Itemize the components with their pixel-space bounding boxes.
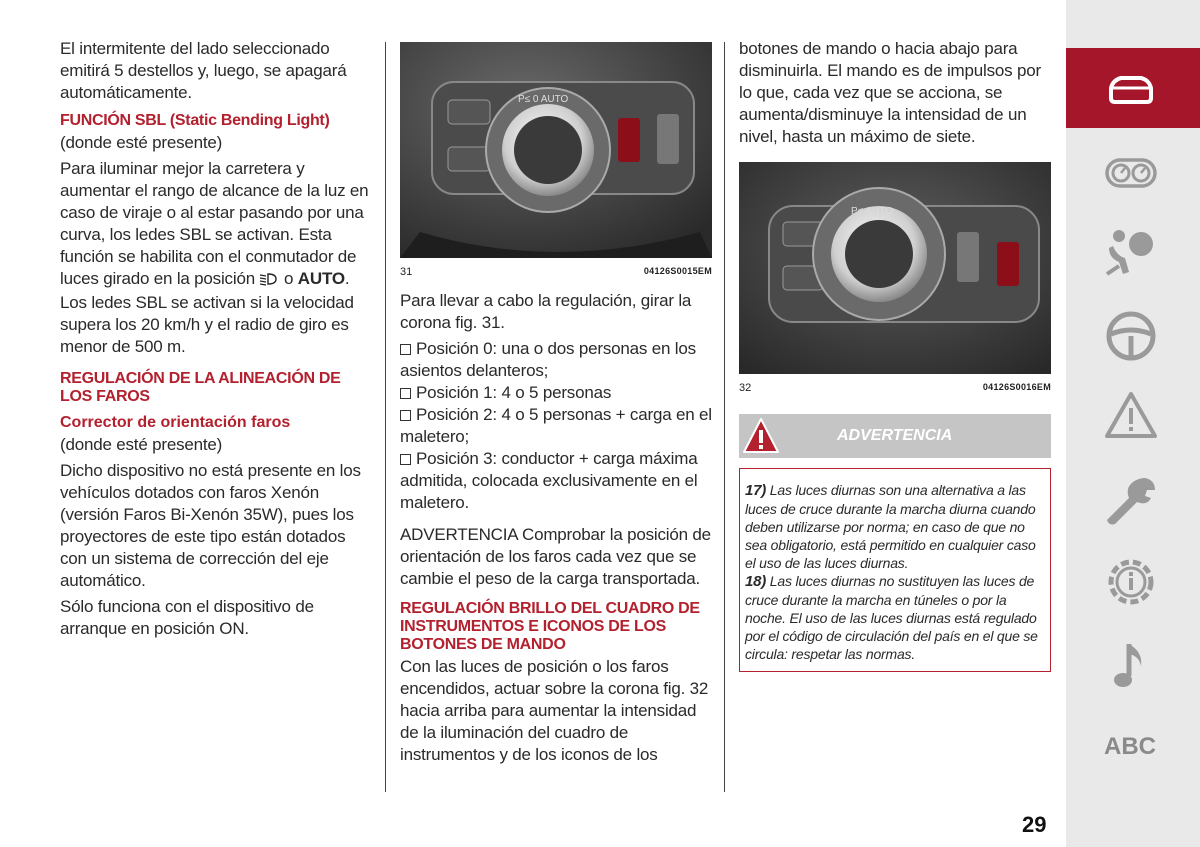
advertencia-paragraph: ADVERTENCIA Comprobar la posición de orientación de los faros cada vez que se cambie el peso de la carga transportada.	[400, 525, 711, 588]
figure-32-code: 04126S0016EM	[982, 382, 1051, 392]
column-divider-2	[724, 42, 725, 792]
position-0: Posición 0: una o dos personas en los asientos delanteros;	[400, 339, 696, 380]
figure-32-number: 32	[739, 382, 752, 394]
sbl-paragraph	[60, 158, 370, 358]
brightness-heading: REGULACIÓN BRILLO DEL CUADRO DE INSTRUMENTOS E ICONOS DE LOS BOTONES DE MANDO	[400, 600, 700, 653]
warning-header	[739, 414, 1051, 458]
sbl-text-b: . Los ledes SBL se activan si la velocidad supera los 20 km/h y el radio de giro es menor de 500 m.	[60, 269, 354, 356]
warning-box	[739, 468, 1051, 672]
svg-text:P≤ AUTO: P≤ AUTO	[851, 206, 893, 217]
sbl-availability: (donde esté presente)	[60, 133, 223, 152]
music-icon[interactable]	[1101, 636, 1161, 696]
checkbox-square-icon	[400, 388, 411, 399]
note-17: 17) Las luces diurnas son una alternativa a las luces de cruce durante la marcha diurna cuando deben utilizarse por norma; en caso de que no sea obligatorio, está permitido en cualquier caso el uso de las luces diurnas.	[745, 482, 1036, 571]
brightness-paragraph: Con las luces de posición o los faros encendidos, actuar sobre la corona fig. 32 hacia arriba para aumentar la intensidad de la iluminación del cuadro de instrumentos y de los iconos de los	[400, 657, 709, 764]
corrector-subheading: Corrector de orientación faros	[60, 414, 291, 431]
low-beam-icon	[259, 270, 279, 292]
car-icon[interactable]	[1101, 58, 1161, 118]
figure-32-photo	[739, 162, 1051, 374]
figure-32-caption	[739, 382, 1051, 394]
checkbox-square-icon	[400, 344, 411, 355]
column-3	[739, 38, 1051, 672]
position-2: Posición 2: 4 o 5 personas + carga en el maletero;	[400, 405, 712, 446]
figure-31-code: 04126S0015EM	[643, 266, 712, 276]
column-divider-1	[385, 42, 386, 792]
auto-label: AUTO	[297, 269, 345, 288]
svg-text:P≤ 0 AUTO: P≤ 0 AUTO	[518, 94, 569, 105]
figure-31-photo	[400, 42, 712, 258]
corrector-availability: (donde esté presente)	[60, 435, 223, 454]
sbl-heading: FUNCIÓN SBL (Static Bending Light)	[60, 112, 330, 129]
steering-wheel-icon[interactable]	[1101, 306, 1161, 366]
sbl-text-or: o	[279, 269, 298, 288]
figure-31-number: 31	[400, 266, 413, 278]
warning-title: ADVERTENCIA	[837, 427, 953, 444]
intro-paragraph: El intermitente del lado seleccionado emitirá 5 destellos y, luego, se apagará automáticamente.	[60, 39, 347, 102]
sbl-text-a: Para iluminar mejor la carretera y aumentar el rango de alcance de la luz en caso de viraje o al estar pasando por una curva, los ledes SBL se activan. Esta función se habilita con el conmutador de luces girado en la posición	[60, 159, 369, 288]
corrector-paragraph-2: Sólo funciona con el dispositivo de arranque en posición ON.	[60, 597, 314, 638]
continuation-paragraph: botones de mando o hacia abajo para disminuirla. El mando es de impulsos por lo que, cada vez que se acciona, se aumenta/disminuye la intensidad de un nivel, hasta un máximo de siete.	[739, 39, 1041, 146]
warning-icon[interactable]	[1101, 386, 1161, 446]
wrench-icon[interactable]	[1101, 470, 1161, 530]
column-2	[400, 38, 712, 770]
page-number: 29	[1022, 812, 1047, 837]
corrector-paragraph: Dicho dispositivo no está presente en los vehículos dotados con faros Xenón (versión Faros Bi-Xenón 35W), pues los proyectores de este tipo están dotados con un sistema de corrección del eje automático.	[60, 461, 361, 590]
warning-triangle-icon	[741, 416, 781, 456]
note-18: 18) Las luces diurnas no sustituyen las luces de cruce durante la marcha en túneles o por la noche. El uso de las luces diurnas está regulado por el código de circulación del país en el que se circula: respetar las normas.	[745, 573, 1038, 662]
alignment-heading: REGULACIÓN DE LA ALINEACIÓN DE LOS FAROS	[60, 370, 341, 405]
checkbox-square-icon	[400, 410, 411, 421]
abc-index-link[interactable]: ABC	[1104, 733, 1156, 760]
info-gear-icon[interactable]	[1101, 552, 1161, 612]
dashboard-icon[interactable]	[1101, 142, 1161, 202]
position-1: Posición 1: 4 o 5 personas	[400, 382, 712, 404]
regulation-paragraph: Para llevar a cabo la regulación, girar la corona fig. 31.	[400, 291, 692, 332]
position-3: Posición 3: conductor + carga máxima admitida, colocada exclusivamente en el maletero.	[400, 449, 698, 512]
column-1	[60, 38, 370, 644]
checkbox-square-icon	[400, 454, 411, 465]
figure-31-caption	[400, 266, 712, 278]
airbag-icon[interactable]	[1101, 222, 1161, 282]
